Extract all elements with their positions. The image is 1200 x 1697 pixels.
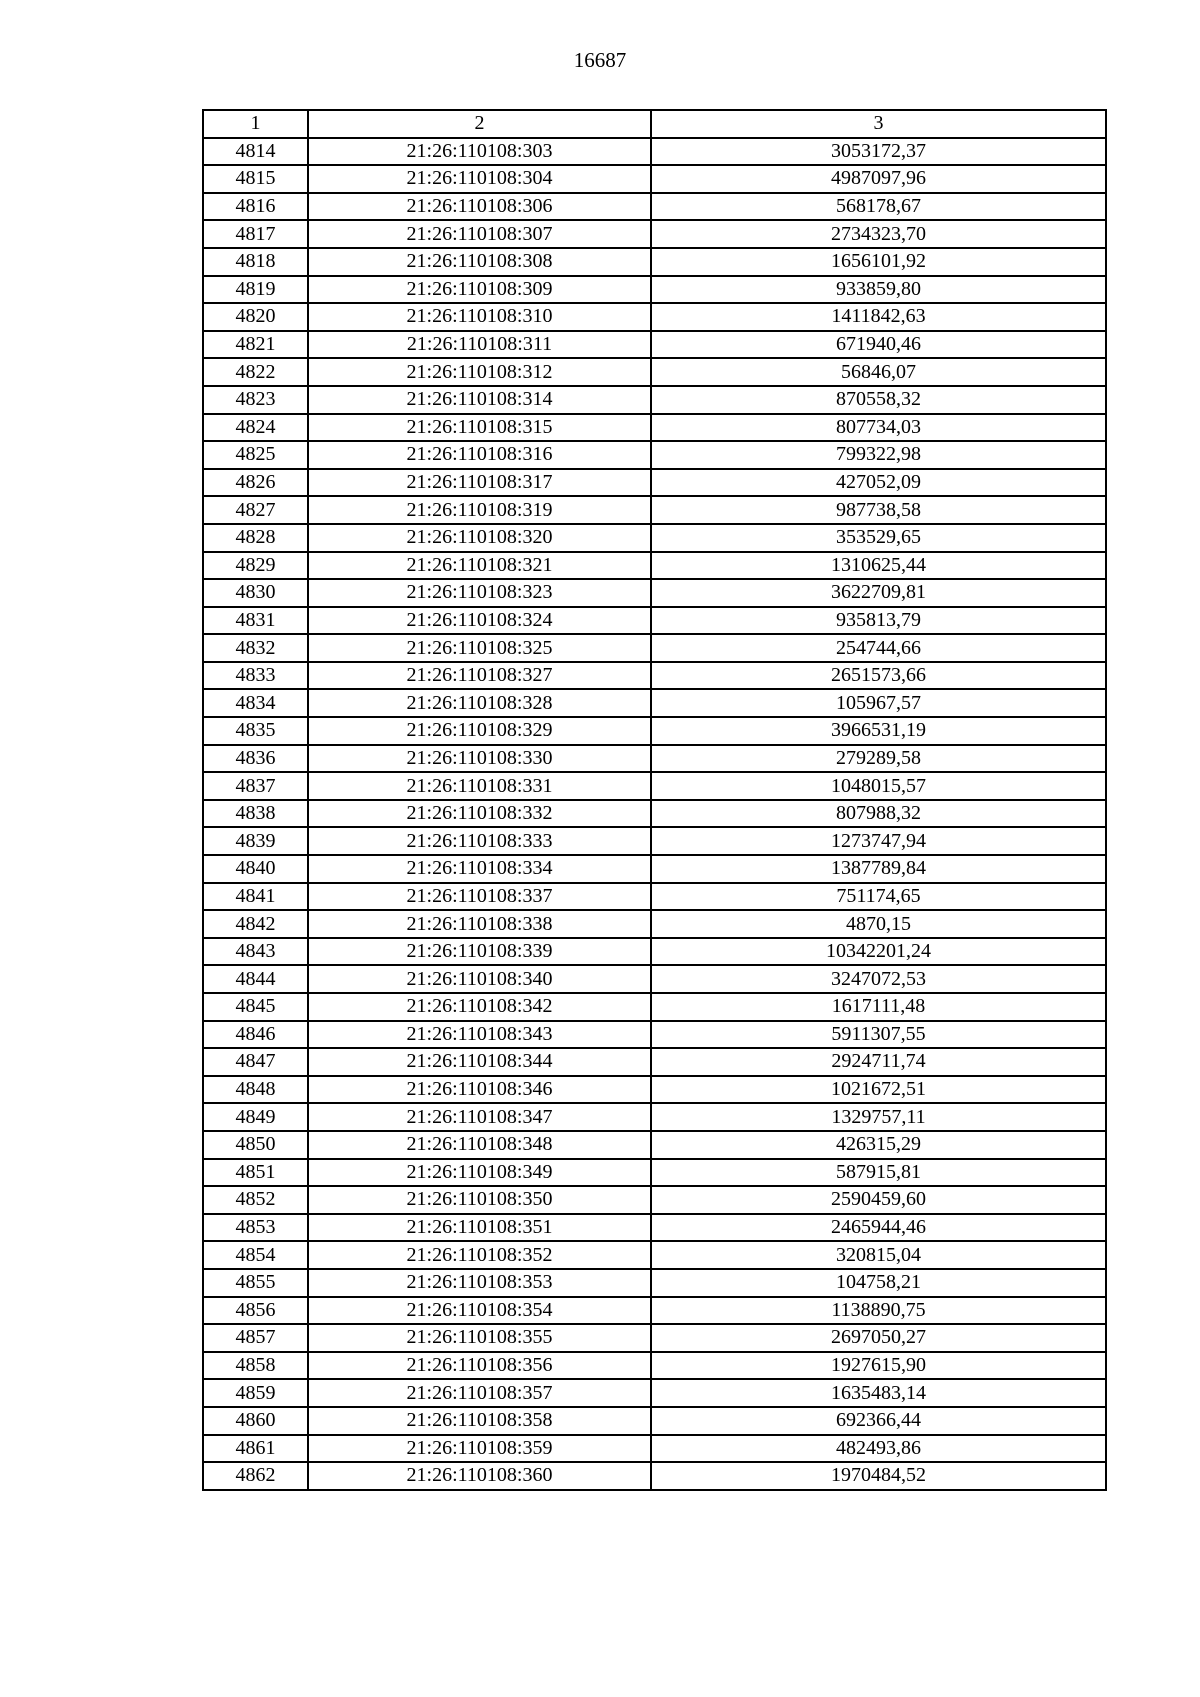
table-row bbox=[203, 1297, 1106, 1325]
table-row bbox=[203, 579, 1106, 607]
row-number-cell: 4832 bbox=[203, 634, 308, 662]
value-cell: 1048015,57 bbox=[651, 772, 1106, 800]
cadastral-number-cell: 21:26:110108:325 bbox=[308, 634, 651, 662]
cadastral-number-cell: 21:26:110108:340 bbox=[308, 965, 651, 993]
value-cell: 807734,03 bbox=[651, 414, 1106, 442]
value-cell: 1273747,94 bbox=[651, 827, 1106, 855]
cadastral-number-cell: 21:26:110108:303 bbox=[308, 138, 651, 166]
row-number-cell: 4825 bbox=[203, 441, 308, 469]
cadastral-number-cell: 21:26:110108:329 bbox=[308, 717, 651, 745]
row-number-cell: 4816 bbox=[203, 193, 308, 221]
cadastral-number-cell: 21:26:110108:314 bbox=[308, 386, 651, 414]
row-number-cell: 4857 bbox=[203, 1324, 308, 1352]
table-row bbox=[203, 662, 1106, 690]
cadastral-number-cell: 21:26:110108:317 bbox=[308, 469, 651, 497]
value-cell: 1021672,51 bbox=[651, 1076, 1106, 1104]
table-row bbox=[203, 607, 1106, 635]
table-row bbox=[203, 938, 1106, 966]
table-row bbox=[203, 883, 1106, 911]
cadastral-number-cell: 21:26:110108:343 bbox=[308, 1021, 651, 1049]
value-cell: 870558,32 bbox=[651, 386, 1106, 414]
value-cell: 2465944,46 bbox=[651, 1214, 1106, 1242]
table-row bbox=[203, 745, 1106, 773]
table-row bbox=[203, 855, 1106, 883]
cadastral-number-cell: 21:26:110108:342 bbox=[308, 993, 651, 1021]
cadastral-number-cell: 21:26:110108:354 bbox=[308, 1297, 651, 1325]
table-row bbox=[203, 220, 1106, 248]
row-number-cell: 4860 bbox=[203, 1407, 308, 1435]
cadastral-number-cell: 21:26:110108:356 bbox=[308, 1352, 651, 1380]
cadastral-number-cell: 21:26:110108:358 bbox=[308, 1407, 651, 1435]
row-number-cell: 4855 bbox=[203, 1269, 308, 1297]
table-header bbox=[203, 110, 1106, 138]
table-row bbox=[203, 331, 1106, 359]
cadastral-number-cell: 21:26:110108:310 bbox=[308, 303, 651, 331]
row-number-cell: 4830 bbox=[203, 579, 308, 607]
cadastral-number-cell: 21:26:110108:349 bbox=[308, 1159, 651, 1187]
table-row bbox=[203, 1462, 1106, 1490]
row-number-cell: 4840 bbox=[203, 855, 308, 883]
table-row bbox=[203, 827, 1106, 855]
table-row bbox=[203, 414, 1106, 442]
row-number-cell: 4856 bbox=[203, 1297, 308, 1325]
page-number: 16687 bbox=[573, 48, 627, 72]
table-row bbox=[203, 717, 1106, 745]
row-number-cell: 4862 bbox=[203, 1462, 308, 1490]
row-number-cell: 4835 bbox=[203, 717, 308, 745]
value-cell: 426315,29 bbox=[651, 1131, 1106, 1159]
table-header-row bbox=[203, 110, 1106, 138]
table-row bbox=[203, 496, 1106, 524]
data-table bbox=[202, 109, 1107, 1491]
cadastral-number-cell: 21:26:110108:320 bbox=[308, 524, 651, 552]
value-cell: 320815,04 bbox=[651, 1241, 1106, 1269]
row-number-cell: 4834 bbox=[203, 689, 308, 717]
value-cell: 1411842,63 bbox=[651, 303, 1106, 331]
value-cell: 671940,46 bbox=[651, 331, 1106, 359]
row-number-cell: 4849 bbox=[203, 1103, 308, 1131]
table-row bbox=[203, 552, 1106, 580]
row-number-cell: 4833 bbox=[203, 662, 308, 690]
value-cell: 1927615,90 bbox=[651, 1352, 1106, 1380]
value-cell: 482493,86 bbox=[651, 1435, 1106, 1463]
row-number-cell: 4843 bbox=[203, 938, 308, 966]
row-number-cell: 4848 bbox=[203, 1076, 308, 1104]
row-number-cell: 4815 bbox=[203, 165, 308, 193]
row-number-cell: 4847 bbox=[203, 1048, 308, 1076]
row-number-cell: 4858 bbox=[203, 1352, 308, 1380]
value-cell: 2651573,66 bbox=[651, 662, 1106, 690]
table-row bbox=[203, 524, 1106, 552]
row-number-cell: 4821 bbox=[203, 331, 308, 359]
table-row bbox=[203, 965, 1106, 993]
cadastral-number-cell: 21:26:110108:323 bbox=[308, 579, 651, 607]
table-row bbox=[203, 1131, 1106, 1159]
table-row bbox=[203, 1186, 1106, 1214]
cadastral-number-cell: 21:26:110108:353 bbox=[308, 1269, 651, 1297]
row-number-cell: 4846 bbox=[203, 1021, 308, 1049]
cadastral-number-cell: 21:26:110108:333 bbox=[308, 827, 651, 855]
cadastral-number-cell: 21:26:110108:304 bbox=[308, 165, 651, 193]
cadastral-number-cell: 21:26:110108:307 bbox=[308, 220, 651, 248]
row-number-cell: 4853 bbox=[203, 1214, 308, 1242]
value-cell: 807988,32 bbox=[651, 800, 1106, 828]
row-number-cell: 4817 bbox=[203, 220, 308, 248]
cadastral-number-cell: 21:26:110108:312 bbox=[308, 358, 651, 386]
row-number-cell: 4822 bbox=[203, 358, 308, 386]
table-body bbox=[203, 138, 1106, 1490]
cadastral-number-cell: 21:26:110108:311 bbox=[308, 331, 651, 359]
row-number-cell: 4823 bbox=[203, 386, 308, 414]
row-number-cell: 4837 bbox=[203, 772, 308, 800]
cadastral-number-cell: 21:26:110108:359 bbox=[308, 1435, 651, 1463]
value-cell: 933859,80 bbox=[651, 276, 1106, 304]
row-number-cell: 4841 bbox=[203, 883, 308, 911]
cadastral-number-cell: 21:26:110108:344 bbox=[308, 1048, 651, 1076]
table-row bbox=[203, 689, 1106, 717]
table-row bbox=[203, 1076, 1106, 1104]
row-number-cell: 4826 bbox=[203, 469, 308, 497]
value-cell: 1656101,92 bbox=[651, 248, 1106, 276]
row-number-cell: 4839 bbox=[203, 827, 308, 855]
cadastral-number-cell: 21:26:110108:346 bbox=[308, 1076, 651, 1104]
value-cell: 56846,07 bbox=[651, 358, 1106, 386]
value-cell: 3966531,19 bbox=[651, 717, 1106, 745]
value-cell: 1329757,11 bbox=[651, 1103, 1106, 1131]
cadastral-number-cell: 21:26:110108:316 bbox=[308, 441, 651, 469]
value-cell: 692366,44 bbox=[651, 1407, 1106, 1435]
value-cell: 568178,67 bbox=[651, 193, 1106, 221]
row-number-cell: 4829 bbox=[203, 552, 308, 580]
table-row bbox=[203, 634, 1106, 662]
value-cell: 1970484,52 bbox=[651, 1462, 1106, 1490]
value-cell: 1387789,84 bbox=[651, 855, 1106, 883]
value-cell: 987738,58 bbox=[651, 496, 1106, 524]
cadastral-number-cell: 21:26:110108:324 bbox=[308, 607, 651, 635]
cadastral-number-cell: 21:26:110108:360 bbox=[308, 1462, 651, 1490]
row-number-cell: 4845 bbox=[203, 993, 308, 1021]
row-number-cell: 4820 bbox=[203, 303, 308, 331]
row-number-cell: 4831 bbox=[203, 607, 308, 635]
cadastral-number-cell: 21:26:110108:352 bbox=[308, 1241, 651, 1269]
table-row bbox=[203, 193, 1106, 221]
value-cell: 935813,79 bbox=[651, 607, 1106, 635]
table-row bbox=[203, 1435, 1106, 1463]
value-cell: 2924711,74 bbox=[651, 1048, 1106, 1076]
table-row bbox=[203, 276, 1106, 304]
value-cell: 104758,21 bbox=[651, 1269, 1106, 1297]
cadastral-number-cell: 21:26:110108:306 bbox=[308, 193, 651, 221]
cadastral-number-cell: 21:26:110108:327 bbox=[308, 662, 651, 690]
table-row bbox=[203, 1214, 1106, 1242]
column-header-2: 2 bbox=[308, 110, 651, 138]
value-cell: 279289,58 bbox=[651, 745, 1106, 773]
value-cell: 1635483,14 bbox=[651, 1379, 1106, 1407]
cadastral-number-cell: 21:26:110108:350 bbox=[308, 1186, 651, 1214]
value-cell: 2697050,27 bbox=[651, 1324, 1106, 1352]
value-cell: 1617111,48 bbox=[651, 993, 1106, 1021]
table-row bbox=[203, 1103, 1106, 1131]
table-row bbox=[203, 441, 1106, 469]
row-number-cell: 4819 bbox=[203, 276, 308, 304]
table-row bbox=[203, 303, 1106, 331]
table-row bbox=[203, 1048, 1106, 1076]
cadastral-number-cell: 21:26:110108:338 bbox=[308, 910, 651, 938]
table-row bbox=[203, 358, 1106, 386]
value-cell: 1310625,44 bbox=[651, 552, 1106, 580]
row-number-cell: 4836 bbox=[203, 745, 308, 773]
value-cell: 799322,98 bbox=[651, 441, 1106, 469]
row-number-cell: 4851 bbox=[203, 1159, 308, 1187]
cadastral-number-cell: 21:26:110108:347 bbox=[308, 1103, 651, 1131]
row-number-cell: 4844 bbox=[203, 965, 308, 993]
cadastral-number-cell: 21:26:110108:339 bbox=[308, 938, 651, 966]
value-cell: 3247072,53 bbox=[651, 965, 1106, 993]
cadastral-number-cell: 21:26:110108:330 bbox=[308, 745, 651, 773]
value-cell: 3622709,81 bbox=[651, 579, 1106, 607]
row-number-cell: 4850 bbox=[203, 1131, 308, 1159]
cadastral-number-cell: 21:26:110108:334 bbox=[308, 855, 651, 883]
table-row bbox=[203, 1379, 1106, 1407]
value-cell: 751174,65 bbox=[651, 883, 1106, 911]
table-row bbox=[203, 469, 1106, 497]
value-cell: 3053172,37 bbox=[651, 138, 1106, 166]
value-cell: 353529,65 bbox=[651, 524, 1106, 552]
table-row bbox=[203, 910, 1106, 938]
cadastral-number-cell: 21:26:110108:309 bbox=[308, 276, 651, 304]
table-row bbox=[203, 993, 1106, 1021]
row-number-cell: 4818 bbox=[203, 248, 308, 276]
row-number-cell: 4859 bbox=[203, 1379, 308, 1407]
cadastral-number-cell: 21:26:110108:348 bbox=[308, 1131, 651, 1159]
cadastral-number-cell: 21:26:110108:308 bbox=[308, 248, 651, 276]
row-number-cell: 4852 bbox=[203, 1186, 308, 1214]
cadastral-number-cell: 21:26:110108:351 bbox=[308, 1214, 651, 1242]
column-header-3: 3 bbox=[651, 110, 1106, 138]
value-cell: 10342201,24 bbox=[651, 938, 1106, 966]
table-row bbox=[203, 386, 1106, 414]
cadastral-number-cell: 21:26:110108:319 bbox=[308, 496, 651, 524]
table-row bbox=[203, 1324, 1106, 1352]
table-row bbox=[203, 1352, 1106, 1380]
table-row bbox=[203, 138, 1106, 166]
row-number-cell: 4824 bbox=[203, 414, 308, 442]
table-row bbox=[203, 248, 1106, 276]
cadastral-number-cell: 21:26:110108:331 bbox=[308, 772, 651, 800]
cadastral-number-cell: 21:26:110108:332 bbox=[308, 800, 651, 828]
value-cell: 5911307,55 bbox=[651, 1021, 1106, 1049]
row-number-cell: 4828 bbox=[203, 524, 308, 552]
value-cell: 4987097,96 bbox=[651, 165, 1106, 193]
value-cell: 587915,81 bbox=[651, 1159, 1106, 1187]
cadastral-number-cell: 21:26:110108:328 bbox=[308, 689, 651, 717]
table-row bbox=[203, 1407, 1106, 1435]
cadastral-number-cell: 21:26:110108:355 bbox=[308, 1324, 651, 1352]
cadastral-number-cell: 21:26:110108:357 bbox=[308, 1379, 651, 1407]
table-row bbox=[203, 1269, 1106, 1297]
row-number-cell: 4838 bbox=[203, 800, 308, 828]
table-row bbox=[203, 772, 1106, 800]
row-number-cell: 4827 bbox=[203, 496, 308, 524]
cadastral-number-cell: 21:26:110108:315 bbox=[308, 414, 651, 442]
table-row bbox=[203, 1241, 1106, 1269]
row-number-cell: 4814 bbox=[203, 138, 308, 166]
cadastral-number-cell: 21:26:110108:337 bbox=[308, 883, 651, 911]
table-row bbox=[203, 800, 1106, 828]
column-header-1: 1 bbox=[203, 110, 308, 138]
table-row bbox=[203, 165, 1106, 193]
value-cell: 4870,15 bbox=[651, 910, 1106, 938]
value-cell: 2734323,70 bbox=[651, 220, 1106, 248]
table-row bbox=[203, 1021, 1106, 1049]
row-number-cell: 4854 bbox=[203, 1241, 308, 1269]
row-number-cell: 4861 bbox=[203, 1435, 308, 1463]
value-cell: 1138890,75 bbox=[651, 1297, 1106, 1325]
table-row bbox=[203, 1159, 1106, 1187]
row-number-cell: 4842 bbox=[203, 910, 308, 938]
value-cell: 105967,57 bbox=[651, 689, 1106, 717]
value-cell: 427052,09 bbox=[651, 469, 1106, 497]
value-cell: 2590459,60 bbox=[651, 1186, 1106, 1214]
cadastral-number-cell: 21:26:110108:321 bbox=[308, 552, 651, 580]
value-cell: 254744,66 bbox=[651, 634, 1106, 662]
